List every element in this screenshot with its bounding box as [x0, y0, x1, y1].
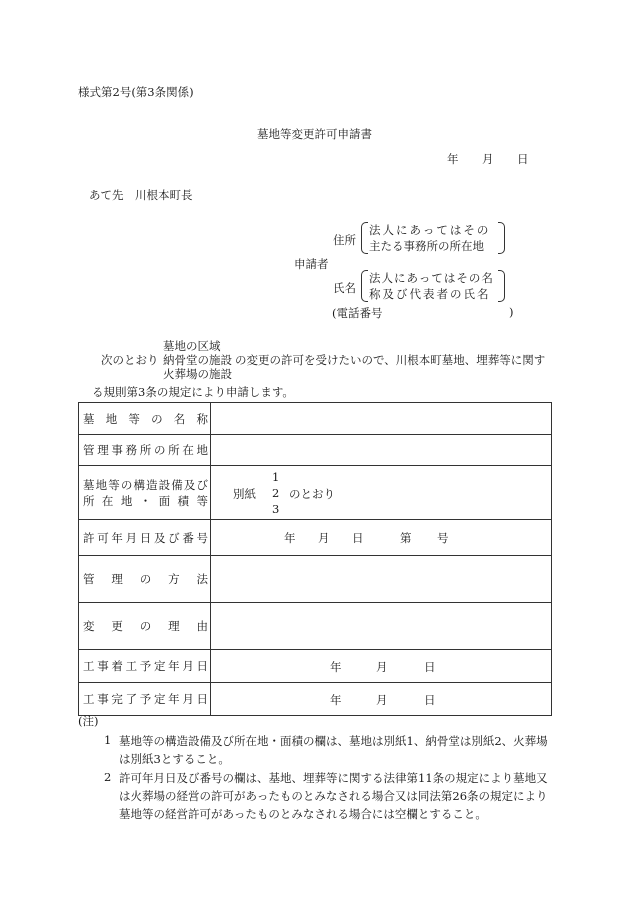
end-day: 日	[424, 693, 436, 707]
permit-number-label: 第	[400, 531, 412, 545]
label-char: 年	[168, 692, 180, 706]
label-char: 造	[146, 477, 158, 492]
name-bracket-left	[361, 270, 368, 302]
value-permit-field[interactable]	[211, 520, 552, 556]
note-2-line-1: 許可年月日及び番号の欄は、基地、埋葬等に関する法律第11条の規定により墓地又	[119, 771, 548, 785]
label-char: ・	[139, 493, 152, 508]
label-char: 管	[83, 572, 95, 586]
label-char: 許	[83, 530, 95, 545]
label-char: 構	[133, 477, 145, 492]
row-reason	[79, 603, 552, 650]
permit-month: 月	[318, 531, 330, 545]
label-end	[79, 691, 210, 707]
value-office-field[interactable]	[211, 435, 552, 466]
address-note-2: 主たる事務所の所在地	[369, 239, 484, 253]
label-name	[79, 411, 210, 427]
label-char: の	[139, 572, 152, 586]
label-char: 予	[139, 659, 152, 673]
label-char: の	[120, 477, 133, 492]
label-char: 及	[183, 477, 196, 492]
name-bracket-right	[498, 270, 505, 302]
applicant-label: 申請者	[294, 257, 329, 271]
phone-close: )	[509, 305, 514, 319]
label-char: 予	[139, 692, 152, 706]
row-method	[79, 556, 552, 603]
label-char: 更	[111, 619, 123, 633]
row-start	[79, 650, 552, 683]
label-char: 在	[182, 443, 194, 457]
value-name-field[interactable]	[211, 403, 552, 435]
label-char: 変	[83, 619, 95, 633]
date-month: 月	[482, 152, 494, 166]
row-office	[79, 435, 552, 466]
label-char: 工	[83, 659, 95, 673]
label-start	[79, 658, 210, 674]
note-1-number: 1	[104, 733, 112, 747]
label-char: 称	[196, 411, 208, 426]
label-char: 所	[83, 493, 95, 508]
label-char: び	[168, 530, 180, 545]
value-reason-field[interactable]	[211, 603, 552, 650]
label-char: 地	[95, 477, 108, 492]
label-char: 月	[125, 530, 138, 545]
label-char: 所	[139, 443, 152, 457]
label-char: 工	[83, 692, 95, 706]
note-1-line-1: 墓地等の構造設備及び所在地・面積の欄は、墓地は別紙1、納骨堂は別紙2、火葬場	[119, 734, 548, 748]
address-bracket-left	[361, 222, 368, 254]
label-char: 等	[128, 411, 140, 426]
label-char: 定	[153, 659, 166, 673]
label-char: 等	[196, 493, 208, 508]
start-year: 年	[330, 660, 342, 674]
label-char: 設	[158, 477, 171, 492]
row-name	[79, 403, 552, 435]
intro-rest: の変更の許可を受けたいので、川根本町墓地、埋葬等に関す	[235, 353, 546, 367]
name-note-2: 称及び代表者の氏名	[369, 287, 491, 301]
label-char: 事	[111, 443, 123, 457]
label-char: 月	[182, 692, 194, 706]
label-char: 由	[196, 619, 208, 633]
label-char: 年	[111, 530, 123, 545]
label-char: 可	[97, 530, 109, 545]
note-2-number: 2	[104, 770, 112, 784]
page-title: 墓地等変更許可申請書	[257, 127, 372, 141]
row-permit	[79, 520, 552, 556]
label-char: 工	[125, 659, 138, 673]
label-char: 及	[153, 530, 166, 545]
label-char: 理	[111, 572, 123, 586]
label-char: 在	[101, 493, 114, 508]
attachment-suffix: のとおり	[289, 487, 335, 501]
label-char: 着	[111, 659, 123, 673]
value-method-field[interactable]	[211, 556, 552, 603]
label-char: 墓	[83, 411, 95, 426]
name-note-1: 法人にあってはその名	[369, 271, 494, 285]
permit-day: 日	[352, 531, 364, 545]
end-year: 年	[330, 693, 342, 707]
date-year: 年	[447, 152, 459, 166]
label-char: 務	[125, 443, 138, 457]
label-char: 地	[105, 411, 118, 426]
label-char: 年	[168, 659, 180, 673]
label-structure-2	[79, 493, 210, 509]
label-structure-1	[79, 477, 210, 493]
label-char: 完	[111, 692, 123, 706]
intro-lead: 次のとおり	[101, 353, 159, 367]
row-end	[79, 683, 552, 716]
option-crematorium: 火葬場の施設	[163, 367, 232, 381]
label-char: の	[139, 619, 152, 633]
intro-line2: る規則第3条の規定により申請します。	[92, 385, 294, 399]
address-label: 住所	[333, 233, 356, 247]
label-char: 管	[83, 443, 95, 457]
name-label: 氏名	[333, 281, 356, 295]
label-char: 日	[196, 692, 208, 706]
label-char: 了	[125, 692, 138, 706]
note-2-line-2: は火葬場の経営の許可があったものとみなされる場合又は同法第26条の規定により	[119, 789, 548, 803]
label-char: 備	[171, 477, 183, 492]
note-1-line-2: は別紙3とすること。	[119, 752, 230, 766]
phone-open: (電話番号	[332, 306, 383, 320]
value-end-field[interactable]	[211, 683, 552, 716]
label-char: の	[153, 443, 166, 457]
label-char: 理	[168, 619, 180, 633]
label-char: 事	[97, 692, 109, 706]
note-2-line-3: 墓地等の経営許可があったものとみなされる場合には空欄とすること。	[119, 807, 487, 821]
label-permit	[79, 530, 210, 546]
label-char: 事	[97, 659, 109, 673]
label-char: 法	[196, 572, 208, 586]
label-reason	[79, 618, 210, 634]
label-char: 日	[196, 659, 208, 673]
attachment-2: 2	[272, 486, 280, 500]
start-day: 日	[424, 660, 436, 674]
value-start-field[interactable]	[211, 650, 552, 683]
label-method	[79, 571, 210, 587]
label-char: 地	[120, 493, 133, 508]
label-char: 日	[139, 530, 152, 545]
row-structure	[79, 466, 552, 520]
label-char: 積	[177, 493, 190, 508]
notes-heading: (注)	[78, 714, 99, 728]
address-note-1: 法人にあってはその	[369, 223, 491, 237]
application-table	[78, 402, 552, 716]
attachment-1: 1	[272, 470, 280, 484]
permit-number-suffix: 号	[437, 531, 449, 545]
label-char: 番	[182, 530, 194, 545]
label-char: 月	[182, 659, 194, 673]
option-cemetery-area: 墓地の区域	[163, 339, 221, 353]
label-char: 地	[196, 443, 208, 457]
value-structure-field[interactable]	[211, 466, 552, 520]
start-month: 月	[376, 660, 388, 674]
label-char: の	[151, 411, 163, 426]
attachment-prefix: 別紙	[233, 487, 256, 501]
label-char: 名	[173, 411, 186, 426]
form-number: 様式第2号(第3条関係)	[78, 85, 194, 99]
label-char: 等	[108, 477, 120, 492]
end-month: 月	[376, 693, 388, 707]
label-char: 定	[153, 692, 166, 706]
label-char: 理	[97, 443, 109, 457]
address-bracket-right	[498, 222, 505, 254]
addressee: あて先 川根本町長	[89, 188, 193, 202]
date-day: 日	[517, 152, 529, 166]
permit-year: 年	[284, 531, 296, 545]
label-char: 所	[168, 443, 180, 457]
label-char: 号	[196, 530, 208, 545]
label-office	[79, 442, 210, 458]
attachment-3: 3	[272, 502, 280, 516]
label-char: 方	[168, 572, 180, 586]
label-char: 墓	[83, 477, 95, 492]
option-ossuary: 納骨堂の施設	[163, 353, 232, 367]
label-char: び	[196, 477, 208, 492]
label-char: 面	[158, 493, 171, 508]
